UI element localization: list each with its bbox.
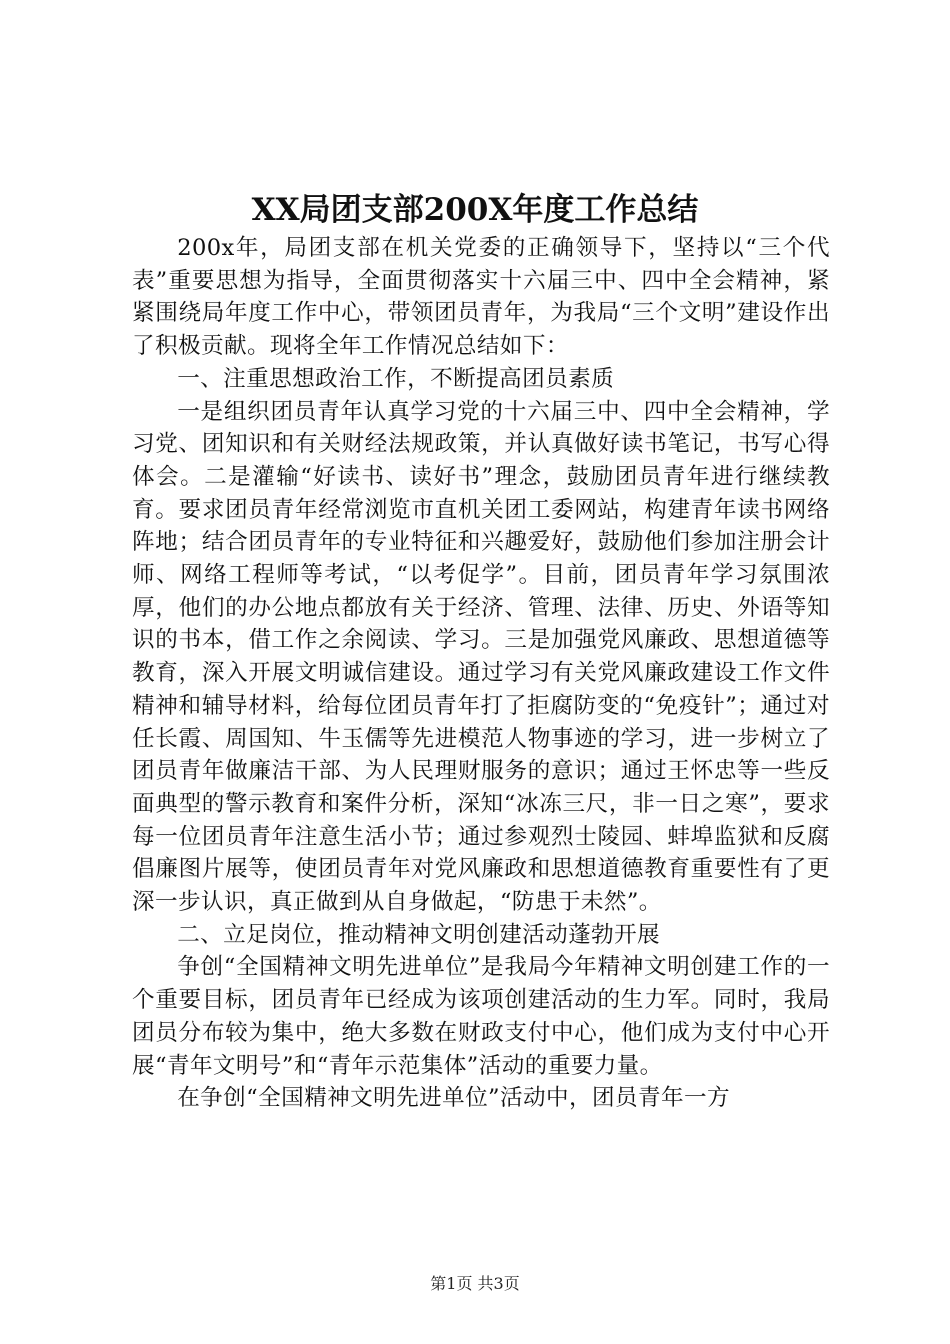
paragraph-section-2-continued: 在争创“全国精神文明先进单位”活动中，团员青年一方 xyxy=(177,1085,730,1112)
document-title: XX局团支部200X年度工作总结 xyxy=(251,192,699,228)
section-heading-1: 一、注重思想政治工作，不断提高团员素质 xyxy=(177,365,615,392)
document-body xyxy=(132,232,830,1115)
paragraph-intro: 200x年，局团支部在机关党委的正确领导下，坚持以“三个代表”重要思想为指导，全面贯彻落实十六届三中、四中全会精神，紧紧围绕局年度工作中心，带领团员青年，为我局“三个文明”建设作出了积极贡献。现将全年工作情况总结如下： xyxy=(132,235,830,360)
section-heading-2: 二、立足岗位，推动精神文明创建活动蓬勃开展 xyxy=(177,921,661,948)
paragraph-section-1: 一是组织团员青年认真学习党的十六届三中、四中全会精神，学习党、团知识和有关财经法规政策，并认真做好读书笔记，书写心得体会。二是灌输“好读书、读好书”理念，鼓励团员青年进行继续教育。要求团员青年经常浏览市直机关团工委网站，构建青年读书网络阵地；结合团员青年的专业特征和兴趣爱好，鼓励他们参加注册会计师、网络工程师等考试，“以考促学”。目前，团员青年学习氛围浓厚，他们的办公地点都放有关于经济、管理、法律、历史、外语等知识的书本，借工作之余阅读、学习。三是加强党风廉政、思想道德等教育，深入开展文明诚信建设。通过学习有关党风廉政建设工作文件精神和辅导材料，给每位团员青年打了拒腐防变的“免疫针”；通过对任长霞、周国知、牛玉儒等先进模范人物事迹的学习，进一步树立了团员青年做廉洁干部、为人民理财服务的意识；通过王怀忠等一些反面典型的警示教育和案件分析，深知“冰冻三尺，非一日之寒”，要求每一位团员青年注意生活小节；通过参观烈士陵园、蚌埠监狱和反腐倡廉图片展等，使团员青年对党风廉政和思想道德教育重要性有了更深一步认识，真正做到从自身做起，“防患于未然”。 xyxy=(132,398,830,916)
paragraph-section-2: 争创“全国精神文明先进单位”是我局今年精神文明创建工作的一个重要目标，团员青年已经成为该项创建活动的生力军。同时，我局团员分布较为集中，绝大多数在财政支付中心，他们成为支付中心开展“青年文明号”和“青年示范集体”活动的重要力量。 xyxy=(132,954,830,1079)
page-number-footer: 第1页 共3页 xyxy=(430,1274,520,1293)
